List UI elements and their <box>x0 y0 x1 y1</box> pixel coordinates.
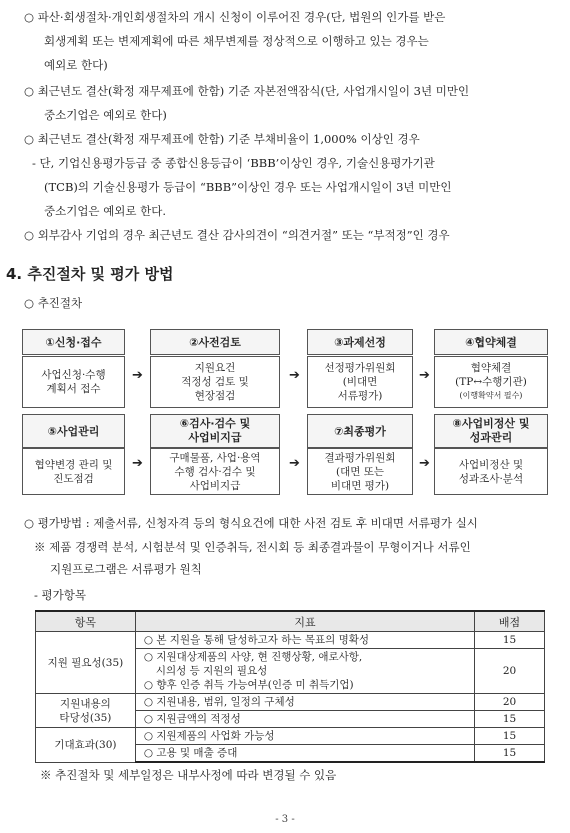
step-8-title: ⑧사업비정산 및 성과관리 <box>434 414 548 448</box>
category-cell: 지원 필요성(35) <box>36 632 136 694</box>
score-cell: 20 <box>475 649 545 694</box>
criteria-text: 최근년도 결산(확정 재무제표에 한함) 기준 자본전액잠식(단, 사업개시일이 3년 미만인 <box>37 84 470 98</box>
score-cell: 15 <box>475 632 545 649</box>
step-3-title: ③과제선정 <box>307 329 413 355</box>
indicator-cell <box>135 649 474 694</box>
table-header-row <box>36 611 545 632</box>
score-cell: 15 <box>475 728 545 745</box>
step-6-title: ⑥검사·검수 및 사업비지급 <box>150 414 280 448</box>
criteria-sub-text: (TCB)의 기술신용평가 등급이 “BBB”이상인 경우 또는 사업개시일이 3년 미만인 <box>44 180 452 194</box>
step-5-body: 협약변경 관리 및 진도점검 <box>22 448 125 495</box>
table-row <box>36 632 545 649</box>
eval-method-row <box>24 512 478 534</box>
circle-bullet-icon: ○ <box>24 296 35 310</box>
step-3-body: 선정평가위원회 (비대면 서류평가) <box>307 356 413 408</box>
criteria-text: 최근년도 결산(확정 재무제표에 한함) 기준 부채비율이 1,000% 이상인 경우 <box>37 132 420 146</box>
indicator-cell: ○ 본 지원을 통해 달성하고자 하는 목표의 명확성 <box>135 632 474 649</box>
table-row <box>36 728 545 745</box>
eval-note-line-2: 지원프로그램은 서류평가 원칙 <box>50 562 202 576</box>
procedure-label: 추진절차 <box>37 296 83 310</box>
indicator-line: ○ 향후 인증 취득 가능여부(인증 미 취득기업) <box>143 679 354 691</box>
category-cell <box>36 694 136 728</box>
arrow-right-icon: ➔ <box>289 456 300 471</box>
criteria-bullet-1 <box>24 6 445 28</box>
criteria-sub-text: - 단, 기업신용평가등급 중 종합신용등급이 ‘BBB’이상인 경우, 기술신용평가기관 <box>32 156 435 170</box>
circle-bullet-icon: ○ <box>24 228 35 242</box>
eval-note-line-1: ※ 제품 경쟁력 분석, 시험분석 및 인증취득, 전시회 등 최종결과물이 무형이거나 서류인 <box>34 540 471 554</box>
criteria-text: 예외로 한다) <box>44 58 108 72</box>
step-7-title: ⑦최종평가 <box>307 414 413 448</box>
criteria-text: 중소기업은 예외로 한다) <box>44 108 167 122</box>
step-2-title: ②사전검토 <box>150 329 280 355</box>
circle-bullet-icon: ○ <box>24 132 35 146</box>
step-6-body: 구매물품, 사업·용역 수행 검사·검수 및 사업비지급 <box>150 448 280 495</box>
final-note: ※ 추진절차 및 세부일정은 내부사정에 따라 변경될 수 있음 <box>40 768 337 782</box>
indicator-cell: ○ 지원금액의 적정성 <box>135 711 474 728</box>
indicator-cell: ○ 지원내용, 범위, 일정의 구체성 <box>135 694 474 711</box>
section-heading: 4. 추진절차 및 평가 방법 <box>6 265 174 283</box>
criteria-bullet-2 <box>24 80 469 102</box>
step-4-body-text: 협약체결 (TP↔수행기관) <box>455 362 527 388</box>
criteria-text: 파산·회생절차·개인회생절차의 개시 신청이 이루어진 경우(단, 법원의 인가를 받은 <box>37 10 446 24</box>
step-7-body: 결과평가위원회 (대면 또는 비대면 평가) <box>307 448 413 495</box>
score-cell: 20 <box>475 694 545 711</box>
step-8-body: 사업비정산 및 성과조사·분석 <box>434 448 548 495</box>
category-cell: 기대효과(30) <box>36 728 136 763</box>
step-1-body: 사업신청·수행 계획서 접수 <box>22 356 125 408</box>
category-line: 지원내용의 <box>60 697 111 710</box>
criteria-text: 외부감사 기업의 경우 최근년도 결산 감사의견이 “의견거절” 또는 “부적정”인 경우 <box>37 228 450 242</box>
step-4-note: (이행확약서 필수) <box>459 391 523 400</box>
header-category: 항목 <box>36 611 136 632</box>
step-4-title: ④협약체결 <box>434 329 548 355</box>
evaluation-table <box>35 610 545 763</box>
step-1-title: ①신청·접수 <box>22 329 125 355</box>
arrow-right-icon: ➔ <box>289 368 300 383</box>
table-row <box>36 694 545 711</box>
indicator-line: 시의성 등 지원의 필요성 <box>155 665 268 677</box>
score-cell: 15 <box>475 745 545 763</box>
criteria-bullet-3 <box>24 128 420 150</box>
circle-bullet-icon: ○ <box>24 516 35 530</box>
circle-bullet-icon: ○ <box>24 84 35 98</box>
page-number: - 3 - <box>275 814 295 825</box>
header-indicator: 지표 <box>135 611 474 632</box>
arrow-right-icon: ➔ <box>419 368 430 383</box>
indicator-cell: ○ 지원제품의 사업화 가능성 <box>135 728 474 745</box>
criteria-bullet-4 <box>24 224 450 246</box>
procedure-label-row <box>24 292 82 314</box>
step-5-title: ⑤사업관리 <box>22 414 125 448</box>
arrow-right-icon: ➔ <box>132 368 143 383</box>
eval-items-label: - 평가항목 <box>34 588 86 602</box>
criteria-sub-text: 중소기업은 예외로 한다. <box>44 204 167 218</box>
eval-method-text: 평가방법 : 제출서류, 신청자격 등의 형식요건에 대한 사전 검토 후 비대면 서류평가 실시 <box>37 516 478 530</box>
criteria-text: 회생계획 또는 변제계획에 따른 채무변제를 정상적으로 이행하고 있는 경우는 <box>44 34 429 48</box>
header-score: 배점 <box>475 611 545 632</box>
arrow-right-icon: ➔ <box>419 456 430 471</box>
arrow-right-icon: ➔ <box>132 456 143 471</box>
indicator-line: ○ 지원대상제품의 사양, 현 진행상황, 애로사항, <box>143 651 363 663</box>
step-2-body: 지원요건 적정성 검토 및 현장점검 <box>150 356 280 408</box>
circle-bullet-icon: ○ <box>24 10 35 24</box>
score-cell: 15 <box>475 711 545 728</box>
step-4-body <box>434 356 548 408</box>
indicator-cell: ○ 고용 및 매출 증대 <box>135 745 474 763</box>
category-line: 타당성(35) <box>59 711 112 724</box>
